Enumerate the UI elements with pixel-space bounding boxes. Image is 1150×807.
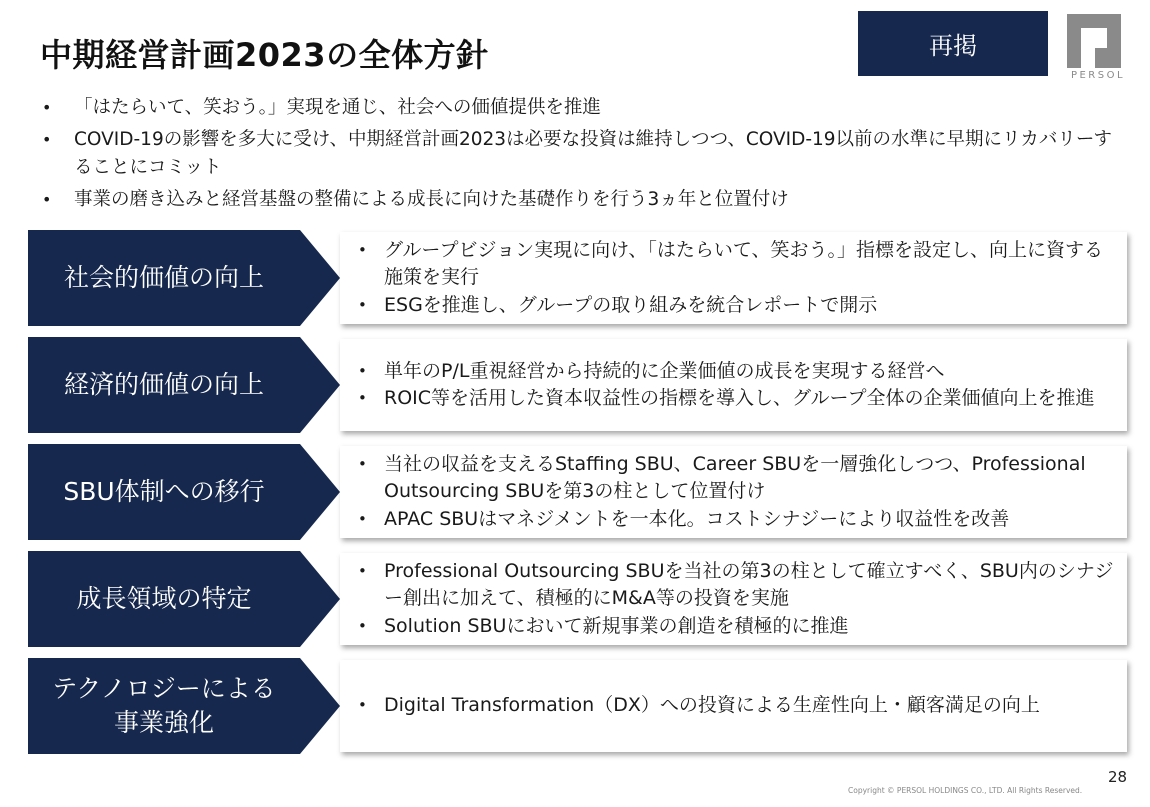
- section-bullet: • 単年のP/L重視経営から持続的に企業価値の成長を実現する経営へ: [348, 358, 1118, 386]
- intro-bullet-list: [38, 94, 1118, 218]
- section-content-box: [340, 232, 1127, 324]
- section-label: 社会的価値の向上: [63, 263, 264, 292]
- section-content-box: [340, 446, 1127, 538]
- section-bullet: • ROIC等を活用した資本収益性の指標を導入し、グループ全体の企業価値向上を推進: [348, 385, 1118, 413]
- intro-bullet: • COVID-19の影響を多大に受け、中期経営計画2023は必要な投資は維持しつつ、COVID-19以前の水準に早期にリカバリーすることにコミット: [38, 126, 1118, 182]
- repost-badge: 再掲: [858, 11, 1048, 76]
- intro-bullet: • 事業の磨き込みと経営基盤の整備による成長に向けた基礎作りを行う3ヵ年と位置付け: [38, 186, 1118, 214]
- section-row: [0, 444, 1150, 540]
- section-label: テクノロジーによる 事業強化: [52, 674, 276, 737]
- logo-text: PERSOL: [1070, 70, 1126, 81]
- section-bullet: • Solution SBUにおいて新規事業の創造を積極的に推進: [348, 613, 1118, 641]
- section-content-box: [340, 660, 1127, 752]
- section-label: 成長領域の特定: [76, 584, 252, 613]
- section-bullet: • APAC SBUはマネジメントを一本化。コストシナジーにより収益性を改善: [348, 506, 1118, 534]
- section-content-box: [340, 553, 1127, 645]
- section-row: [0, 551, 1150, 647]
- section-bullet: • Digital Transformation（DX）への投資による生産性向上・顧客満足の向上: [348, 692, 1118, 720]
- page-number: 28: [1108, 768, 1128, 786]
- section-row: [0, 337, 1150, 433]
- section-label: SBU体制への移行: [63, 477, 265, 506]
- section-bullet: • ESGを推進し、グループの取り組みを統合レポートで開示: [348, 292, 1118, 320]
- page-title: 中期経営計画2023の全体方針: [40, 36, 489, 74]
- section-label: 経済的価値の向上: [63, 370, 264, 399]
- copyright-text: Copyright © PERSOL HOLDINGS CO., LTD. All Rights Reserved.: [848, 786, 1083, 795]
- section-bullet: • グループビジョン実現に向け、「はたらいて、笑おう。」指標を設定し、向上に資する施策を実行: [348, 237, 1118, 292]
- section-row: [0, 658, 1150, 754]
- section-row: [0, 230, 1150, 326]
- section-bullet: • 当社の収益を支えるStaffing SBU、Career SBUを一層強化しつつ、Professional Outsourcing SBUを第3の柱として位置付け: [348, 451, 1118, 506]
- section-bullet: • Professional Outsourcing SBUを当社の第3の柱として確立すべく、SBU内のシナジー創出に加えて、積極的にM&A等の投資を実施: [348, 558, 1118, 613]
- section-content-box: [340, 339, 1127, 431]
- intro-bullet: • 「はたらいて、笑おう。」実現を通じ、社会への価値提供を推進: [38, 94, 1118, 122]
